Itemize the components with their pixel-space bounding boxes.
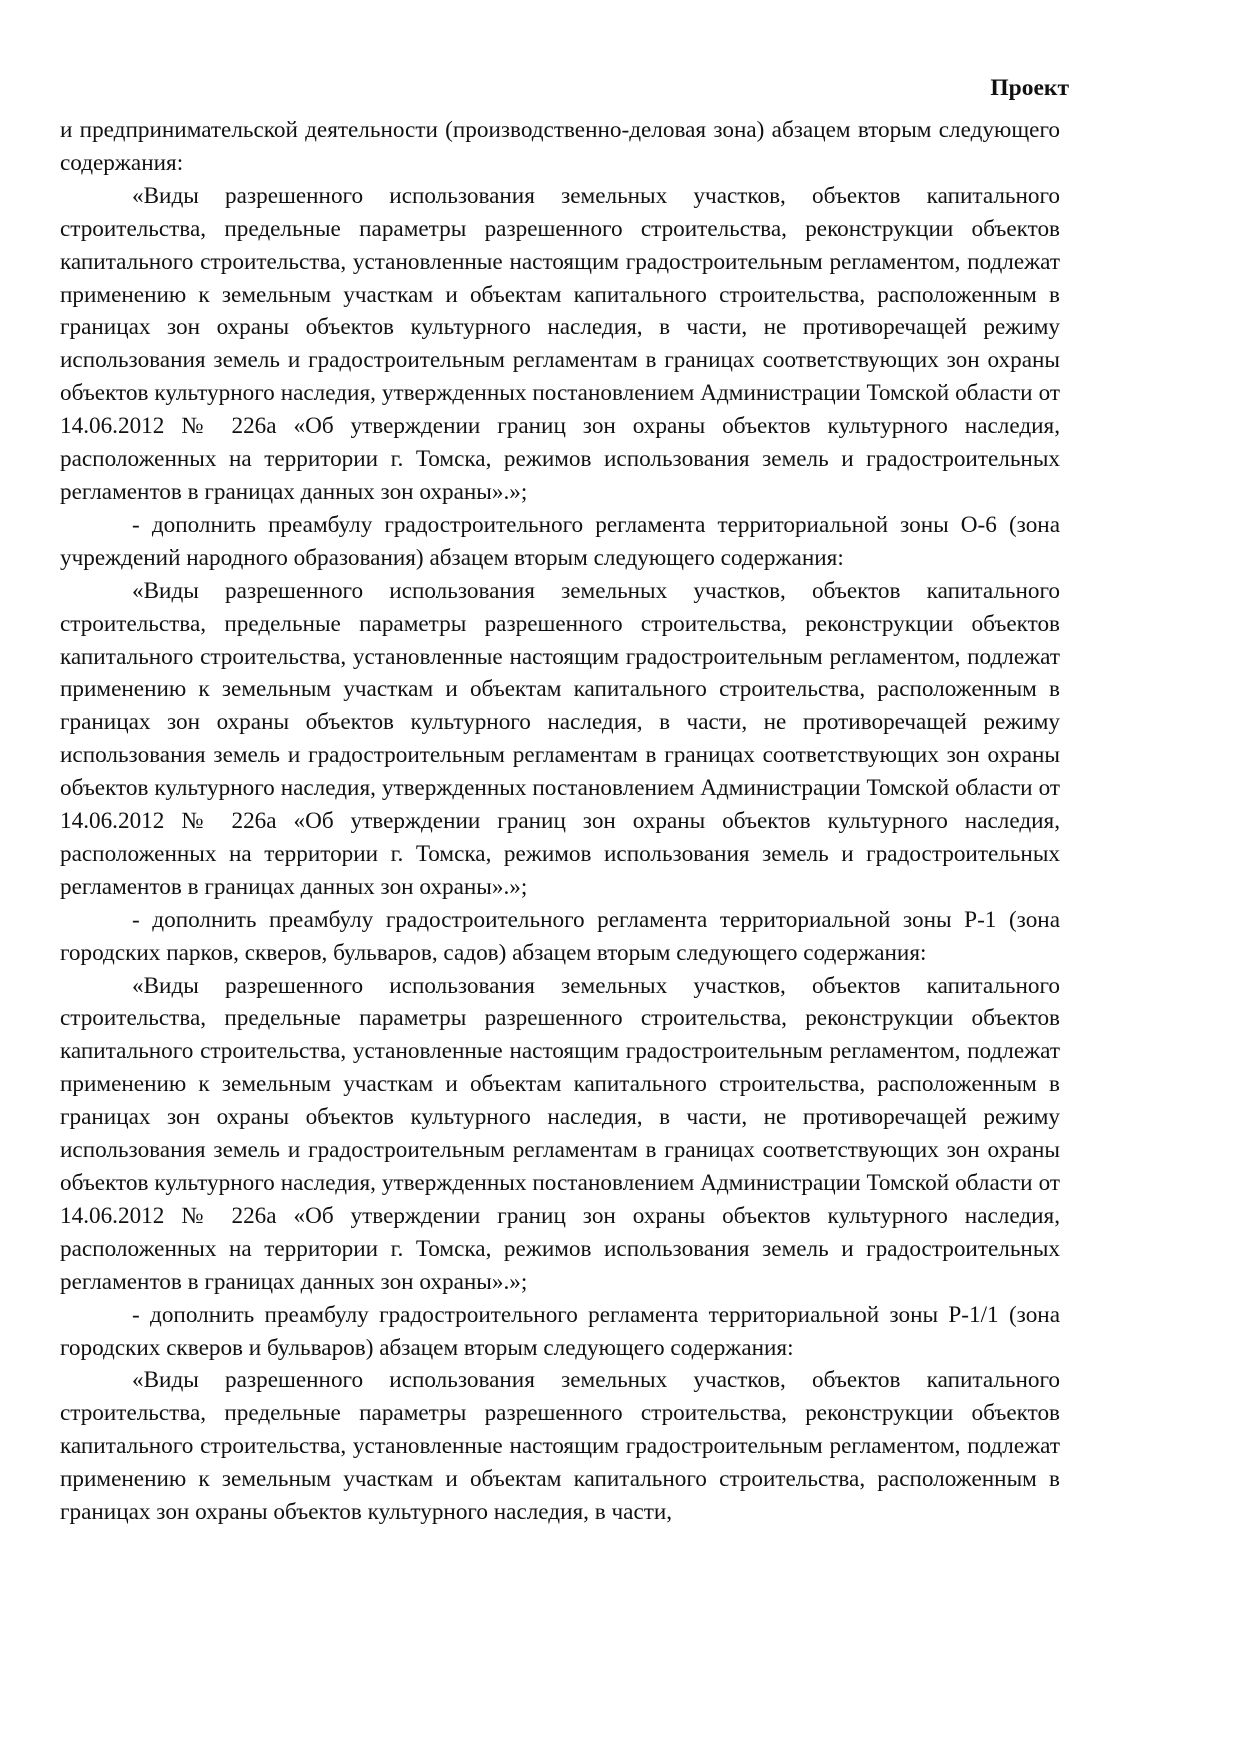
paragraph-quote: «Виды разрешенного использования земельных участков, объектов капитального строительства, предельные параметры разрешенного строительства, реконструкции объектов капитального строительства, установленные настоящим градостроительным регламентом, подлежат применению к земельным участкам и объектам капитального строительства, расположенным в границах зон охраны объектов культурного наследия, в части, не противоречащей режиму использования земель и градостроительным регламентам в границах соответствующих зон охраны объектов культурного наследия, утвержденных постановлением Администрации Томской области от 14.06.2012 № 226а «Об утверждении границ зон охраны объектов культурного наследия, расположенных на территории г. Томска, режимов использования земель и градостроительных регламентов в границах данных зон охраны».»; [60,577,1060,900]
document-body [60,114,1060,1529]
paragraph-quote: «Виды разрешенного использования земельных участков, объектов капитального строительства, предельные параметры разрешенного строительства, реконструкции объектов капитального строительства, установленные настоящим градостроительным регламентом, подлежат применению к земельным участкам и объектам капитального строительства, расположенным в границах зон охраны объектов культурного наследия, в части, не противоречащей режиму использования земель и градостроительным регламентам в границах соответствующих зон охраны объектов культурного наследия, утвержденных постановлением Администрации Томской области от 14.06.2012 № 226а «Об утверждении границ зон охраны объектов культурного наследия, расположенных на территории г. Томска, режимов использования земель и градостроительных регламентов в границах данных зон охраны».»; [60,972,1060,1295]
paragraph-continuation: и предпринимательской деятельности (производственно-деловая зона) абзацем вторым следующего содержания: [60,117,1060,176]
paragraph-quote-partial: «Виды разрешенного использования земельных участков, объектов капитального строительства, предельные параметры разрешенного строительства, реконструкции объектов капитального строительства, установленные настоящим градостроительным регламентом, подлежат применению к земельным участкам и объектам капитального строительства, расположенным в границах зон охраны объектов культурного наследия, в части, [60,1367,1060,1526]
paragraph-amendment-r1: - дополнить преамбулу градостроительного регламента территориальной зоны Р-1 (зона городских парков, скверов, бульваров, садов) абзацем вторым следующего содержания: [60,906,1060,966]
paragraph-amendment-r1-1: - дополнить преамбулу градостроительного регламента территориальной зоны Р-1/1 (зона городских скверов и бульваров) абзацем вторым следующего содержания: [60,1301,1060,1361]
paragraph-amendment-o6: - дополнить преамбулу градостроительного регламента территориальной зоны О-6 (зона учреждений народного образования) абзацем вторым следующего содержания: [60,511,1060,571]
paragraph-quote: «Виды разрешенного использования земельных участков, объектов капитального строительства, предельные параметры разрешенного строительства, реконструкции объектов капитального строительства, установленные настоящим градостроительным регламентом, подлежат применению к земельным участкам и объектам капитального строительства, расположенным в границах зон охраны объектов культурного наследия, в части, не противоречащей режиму использования земель и градостроительным регламентам в границах соответствующих зон охраны объектов культурного наследия, утвержденных постановлением Администрации Томской области от 14.06.2012 № 226а «Об утверждении границ зон охраны объектов культурного наследия, расположенных на территории г. Томска, режимов использования земель и градостроительных регламентов в границах данных зон охраны».»; [60,182,1060,505]
draft-stamp: Проект [990,75,1069,101]
